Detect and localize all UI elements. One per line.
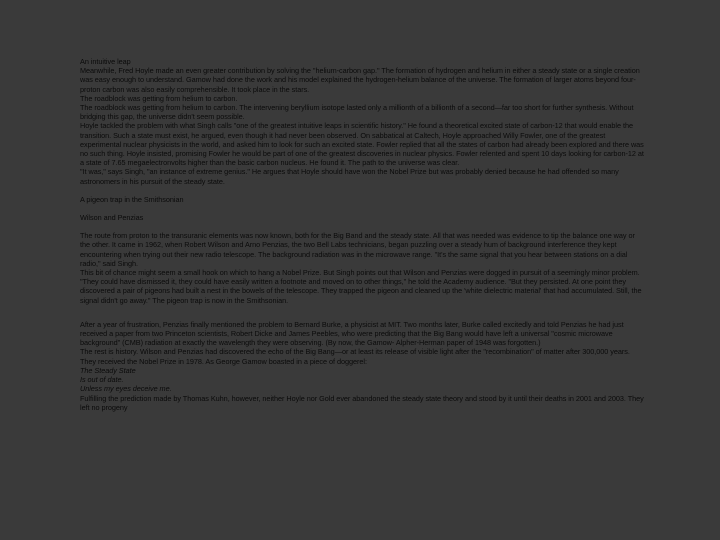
section-heading-wilson-penzias: Wilson and Penzias <box>80 213 144 223</box>
spacer <box>80 204 645 213</box>
paragraph-route-proton: The route from proton to the transuranic elements was now known, both for the Big Band and the steady state. All that was needed was evidence to tip the balance one way or the other. It came in 1962, when Robert Wilson and Arno Penzias, the two Bell Labs technicians, began puzzling over a steady hum of background interference they kept encountering when trying out their new radio telescope. The background radiation was in the microwave range. "It's the same signal that you hear between stations on a dial radio," said Singh. <box>80 231 635 268</box>
spacer <box>80 186 645 195</box>
paragraph-roadblock-long: The roadblock was getting from helium to carbon. The intervening beryllium isotope lasted only a millionth of a billionth of a second—far too short for further synthesis. Without bridging this gap, the universe didn't seem possible. <box>80 103 634 122</box>
spacer <box>80 222 645 231</box>
section-heading-intuitive-leap: An intuitive leap <box>80 57 131 66</box>
poem-line-3: Unless my eyes deceive me. <box>80 384 172 394</box>
paragraph-chance-nobel: This bit of chance might seem a small hook on which to hang a Nobel Prize. But Singh points out that Wilson and Penzias were dogged in pursuit of a seemingly minor problem. "They could have dismissed it, they could have easily written a footnote and moved on to other things," he told the Academy audience. "But they persisted. At one point they discovered a pair of pigeons had built a nest in the bowels of the telescope. They trapped the pigeon and cleaned up the 'white dielectric material' that had accumulated. Still, the signal didn't go away." The pigeon trap is now in the Smithsonian. <box>80 268 642 305</box>
paragraph-helium-carbon-gap: Meanwhile, Fred Hoyle made an even greater contribution by solving the "helium-carbon gap." The formation of hydrogen and helium in either a steady state or a single creation was easy enough to understand. Gamow had done the work and his model explained the hydrogen-helium balance of the universe. The formation of larger atoms beyond four-proton carbon was also easily comprehensible. It took place in the stars. <box>80 66 640 94</box>
poem-line-1: The Steady State <box>80 365 136 375</box>
article-body <box>80 57 645 412</box>
paragraph-roadblock-short: The roadblock was getting from helium to carbon. <box>80 93 238 103</box>
paragraph-kuhn-prediction: Fulfilling the prediction made by Thomas Kuhn, however, neither Hoyle nor Gold ever abandoned the steady state theory and stood by it until their deaths in 2001 and 2003. They left no progeny <box>80 393 644 412</box>
paragraph-frustration-burke: After a year of frustration, Penzias finally mentioned the problem to Bernard Burke, a physicist at MIT. Two months later, Burke called excitedly and told Penzias he had just received a paper from two Princeton scientists, Robert Dicke and James Peebles, who were predicting that the Big Bang would have left a universal "cosmic microwave background" (CMB) radiation at exactly the wavelength they were observing. (By now, the Gamow- Alpher-Herman paper of 1948 was forgotten.) <box>80 319 624 348</box>
paragraph-hoyle-leap: Hoyle tackled the problem with what Singh calls "one of the greatest intuitive leaps in scientific history." He found a theoretical excited state of carbon-12 that would enable the transition. Such a state must exist, he argued, even though it had never been observed. On sabbatical at Caltech, Hoyle approached Willy Fowler, one of the greatest experimental nuclear physicists in the world, and asked him to look for such an excited state. Fowler replied that all the states of carbon had already been explored and there was no such thing. Hoyle insisted, promising Fowler he would be part of one of the greatest discoveries in nuclear physics. Fowler relented and spent 10 days looking for carbon-12 at a state of 7.65 megaelectronvolts higher than the basic carbon nucleus. He found it. The path to the universe was clear. <box>80 121 644 168</box>
section-heading-pigeon-trap: A pigeon trap in the Smithsonian <box>80 194 184 204</box>
paragraph-extreme-genius: "It was," says Singh, "an instance of extreme genius." He argues that Hoyle should have won the Nobel Prize but was probably denied because he had offended so many astronomers in his pursuit of the steady state. <box>80 167 619 186</box>
poem-line-2: Is out of date. <box>80 375 124 385</box>
paragraph-rest-is-history: The rest is history. Wilson and Penzias had discovered the echo of the Big Bang—or at least its release of visible light after the "recombination" of matter after 300,000 years. They received the Nobel Prize in 1978. As George Gamow boasted in a piece of doggerel: <box>80 347 630 366</box>
spacer <box>80 305 645 320</box>
